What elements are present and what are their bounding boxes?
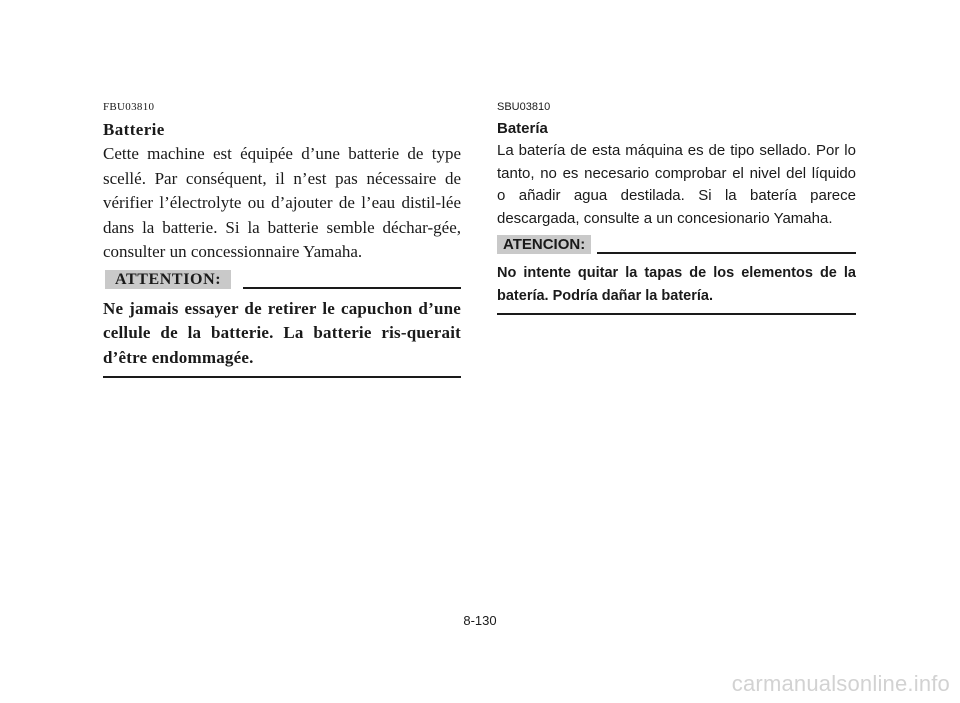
section-body: Cette machine est équipée d’une batterie de type scellé. Par conséquent, il n’est pas nécessaire de vérifier l’électrolyte ou d’ajouter de l’eau distil-lée dans la batterie. Si la batterie semble déchar-gée, consulter un concessionnaire Yamaha. [103,144,461,261]
watermark: carmanualsonline.info [731,671,950,696]
spanish-column [497,100,856,315]
section-code: FBU03810 [103,101,155,113]
warning-label: ATTENTION: [105,270,231,289]
warning-text: No intente quitar la tapas de los elementos de la batería. Podría dañar la batería. [497,265,856,304]
french-column [103,100,461,378]
section-body: La batería de esta máquina es de tipo sellado. Por lo tanto, no es necesario comprobar el nivel del líquido o añadir agua destilada. Si la batería parece descargada, consulte a un concesionario Yamaha. [497,142,856,227]
warning-rule [597,252,856,254]
section-code: SBU03810 [497,101,551,113]
section-heading: Batterie [103,120,165,139]
section-heading: Batería [497,120,548,137]
warning-end-rule [497,313,856,315]
warning-end-rule [103,376,461,378]
warning-header [497,235,856,254]
warning-rule [243,287,461,289]
warning-header [103,270,461,289]
page-number: 8-130 [463,613,497,628]
warning-label: ATENCION: [497,235,591,254]
warning-text: Ne jamais essayer de retirer le capuchon d’une cellule de la batterie. La batterie ris-querait d’être endommagée. [103,298,461,367]
